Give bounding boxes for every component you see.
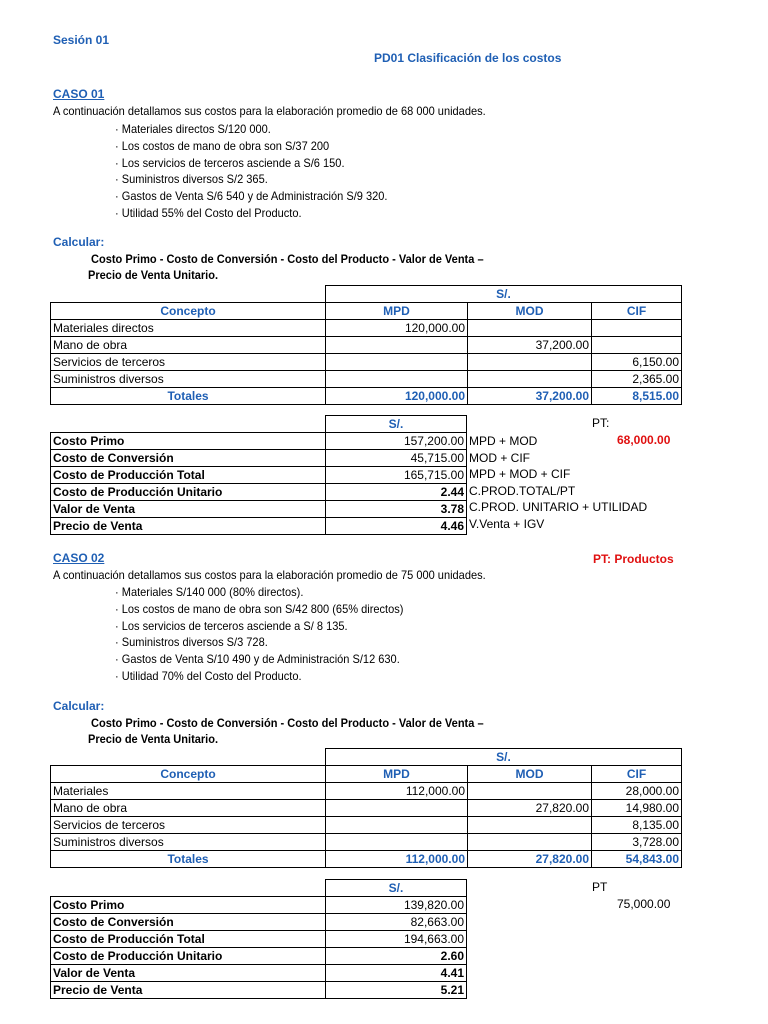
summary-value: 2.44 [326, 484, 467, 501]
list-item: · Utilidad 55% del Costo del Producto. [115, 205, 302, 220]
summary-value: 2.60 [326, 948, 467, 965]
table-cell: Servicios de terceros [51, 354, 326, 371]
summary-label: Costo de Conversión [51, 914, 326, 931]
case2-calc-label: Calcular: [53, 699, 105, 713]
summary-value: 82,663.00 [326, 914, 467, 931]
table-cell [326, 834, 468, 851]
summary-value: 165,715.00 [326, 467, 467, 484]
case2-heading: CASO 02 [53, 551, 105, 565]
case2-calc-line2: Precio de Venta Unitario. [88, 732, 219, 746]
list-item: · Los costos de mano de obra son S/42 800 (65% directos) [115, 601, 404, 616]
table-cell [468, 817, 592, 834]
summary-label: Costo de Producción Total [51, 467, 326, 484]
summary-label: Valor de Venta [51, 501, 326, 518]
table-row [51, 320, 682, 337]
currency-header: S/. [326, 286, 682, 303]
summary-label: Costo de Producción Unitario [51, 948, 326, 965]
case2-item-list [115, 584, 403, 685]
table-row [51, 450, 467, 467]
table-row [51, 948, 467, 965]
case1-calc-label: Calcular: [53, 235, 105, 249]
table-row [51, 931, 467, 948]
case1-pt-label: PT: [592, 416, 610, 430]
summary-label: Costo Primo [51, 897, 326, 914]
case1-formula-list [469, 433, 647, 533]
table-cell [326, 371, 468, 388]
table-cell: Suministros diversos [51, 834, 326, 851]
column-header: MPD [326, 766, 468, 783]
summary-label: Costo de Producción Total [51, 931, 326, 948]
list-item: · Gastos de Venta S/6 540 y de Administración S/9 320. [115, 189, 388, 204]
column-header: Concepto [51, 303, 326, 320]
table-row [51, 783, 682, 800]
table-cell [592, 337, 682, 354]
summary-value: 194,663.00 [326, 931, 467, 948]
formula: MOD + CIF [469, 450, 531, 465]
table-row [51, 501, 467, 518]
table-cell: Mano de obra [51, 800, 326, 817]
total-cell: 37,200.00 [468, 388, 592, 405]
table-cell: 37,200.00 [468, 337, 592, 354]
summary-value: 45,715.00 [326, 450, 467, 467]
table-cell [468, 320, 592, 337]
case2-calc-line1: Costo Primo - Costo de Conversión - Costo del Producto - Valor de Venta – [91, 716, 484, 730]
case2-summary-table [50, 879, 467, 999]
column-header: MPD [326, 303, 468, 320]
list-item: · Suministros diversos S/2 365. [115, 172, 268, 187]
table-row [51, 484, 467, 501]
summary-value: 4.46 [326, 518, 467, 535]
table-row [51, 416, 467, 433]
case1-summary-table [50, 415, 467, 535]
table-row [51, 880, 467, 897]
table-cell [468, 834, 592, 851]
table-cell: Materiales directos [51, 320, 326, 337]
column-header: CIF [592, 766, 682, 783]
formula: MPD + MOD + CIF [469, 467, 571, 482]
table-row [51, 433, 467, 450]
table-cell: 120,000.00 [326, 320, 468, 337]
summary-value: 3.78 [326, 501, 467, 518]
table-cell: 112,000.00 [326, 783, 468, 800]
column-header: MOD [468, 766, 592, 783]
table-row [51, 897, 467, 914]
currency-header: S/. [326, 416, 467, 433]
case2-pt-value: 75,000.00 [617, 897, 671, 911]
list-item: · Gastos de Venta S/10 490 y de Administración S/12 630. [115, 652, 400, 667]
table-cell: 27,820.00 [468, 800, 592, 817]
case1-calc-line2: Precio de Venta Unitario. [88, 268, 219, 282]
table-cell: 3,728.00 [592, 834, 682, 851]
case2-pt-label: PT [592, 880, 608, 894]
table-cell: Mano de obra [51, 337, 326, 354]
table-row [51, 337, 682, 354]
table-cell: Servicios de terceros [51, 817, 326, 834]
list-item: · Los servicios de terceros asciende a S/ 8 135. [115, 618, 348, 633]
case1-calc-line1: Costo Primo - Costo de Conversión - Costo del Producto - Valor de Venta – [91, 252, 484, 266]
summary-value: 5.21 [326, 982, 467, 999]
summary-label: Costo Primo [51, 433, 326, 450]
total-cell: 27,820.00 [468, 851, 592, 868]
summary-label: Costo de Conversión [51, 450, 326, 467]
formula: C.PROD. UNITARIO + UTILIDAD [469, 500, 648, 515]
list-item: · Suministros diversos S/3 728. [115, 635, 268, 650]
table-row [51, 800, 682, 817]
total-cell: 8,515.00 [592, 388, 682, 405]
column-header: CIF [592, 303, 682, 320]
table-header-row [51, 303, 682, 320]
table-cell [326, 800, 468, 817]
list-item: · Los costos de mano de obra son S/37 200 [115, 138, 330, 153]
table-cell [468, 371, 592, 388]
table-cell: 28,000.00 [592, 783, 682, 800]
case1-intro: A continuación detallamos sus costos para la elaboración promedio de 68 000 unidades. [53, 104, 486, 118]
summary-value: 157,200.00 [326, 433, 467, 450]
table-row [51, 834, 682, 851]
table-header-row [51, 766, 682, 783]
formula: MPD + MOD [469, 434, 538, 448]
page-title: PD01 Clasificación de los costos [374, 51, 562, 65]
summary-label: Valor de Venta [51, 965, 326, 982]
table-cell: 14,980.00 [592, 800, 682, 817]
formula: V.Venta + IGV [469, 516, 545, 531]
summary-value: 139,820.00 [326, 897, 467, 914]
case1-item-list [115, 121, 387, 222]
table-row [51, 817, 682, 834]
totals-label: Totales [51, 851, 326, 868]
table-cell [326, 817, 468, 834]
total-cell: 112,000.00 [326, 851, 468, 868]
list-item: · Los servicios de terceros asciende a S/6 150. [115, 155, 345, 170]
table-row [51, 982, 467, 999]
totals-row [51, 388, 682, 405]
table-cell [468, 354, 592, 371]
case2-cost-table [50, 748, 682, 868]
list-item: · Materiales directos S/120 000. [115, 122, 271, 136]
case1-heading: CASO 01 [53, 87, 105, 101]
table-cell [468, 783, 592, 800]
column-header: Concepto [51, 766, 326, 783]
totals-label: Totales [51, 388, 326, 405]
table-row [51, 749, 682, 766]
table-row [51, 914, 467, 931]
case2-pt-products: PT: Productos [593, 552, 674, 566]
case2-intro: A continuación detallamos sus costos para la elaboración promedio de 75 000 unidades. [53, 568, 486, 582]
totals-row [51, 851, 682, 868]
summary-label: Precio de Venta [51, 982, 326, 999]
table-row [51, 371, 682, 388]
table-row [51, 286, 682, 303]
summary-label: Precio de Venta [51, 518, 326, 535]
table-cell: Materiales [51, 783, 326, 800]
table-cell [326, 337, 468, 354]
table-cell: 2,365.00 [592, 371, 682, 388]
list-item: · Materiales S/140 000 (80% directos). [115, 585, 304, 599]
column-header: MOD [468, 303, 592, 320]
case1-cost-table [50, 285, 682, 405]
summary-label: Costo de Producción Unitario [51, 484, 326, 501]
total-cell: 54,843.00 [592, 851, 682, 868]
table-cell: 8,135.00 [592, 817, 682, 834]
summary-value: 4.41 [326, 965, 467, 982]
currency-header: S/. [326, 880, 467, 897]
list-item: · Utilidad 70% del Costo del Producto. [115, 668, 302, 683]
table-cell [592, 320, 682, 337]
currency-header: S/. [326, 749, 682, 766]
case1-pt-value: 68,000.00 [617, 433, 671, 447]
table-row [51, 354, 682, 371]
table-row [51, 518, 467, 535]
table-cell: 6,150.00 [592, 354, 682, 371]
table-cell: Suministros diversos [51, 371, 326, 388]
table-row [51, 467, 467, 484]
session-label: Sesión 01 [53, 33, 110, 47]
table-row [51, 965, 467, 982]
formula: C.PROD.TOTAL/PT [469, 483, 576, 498]
total-cell: 120,000.00 [326, 388, 468, 405]
table-cell [326, 354, 468, 371]
